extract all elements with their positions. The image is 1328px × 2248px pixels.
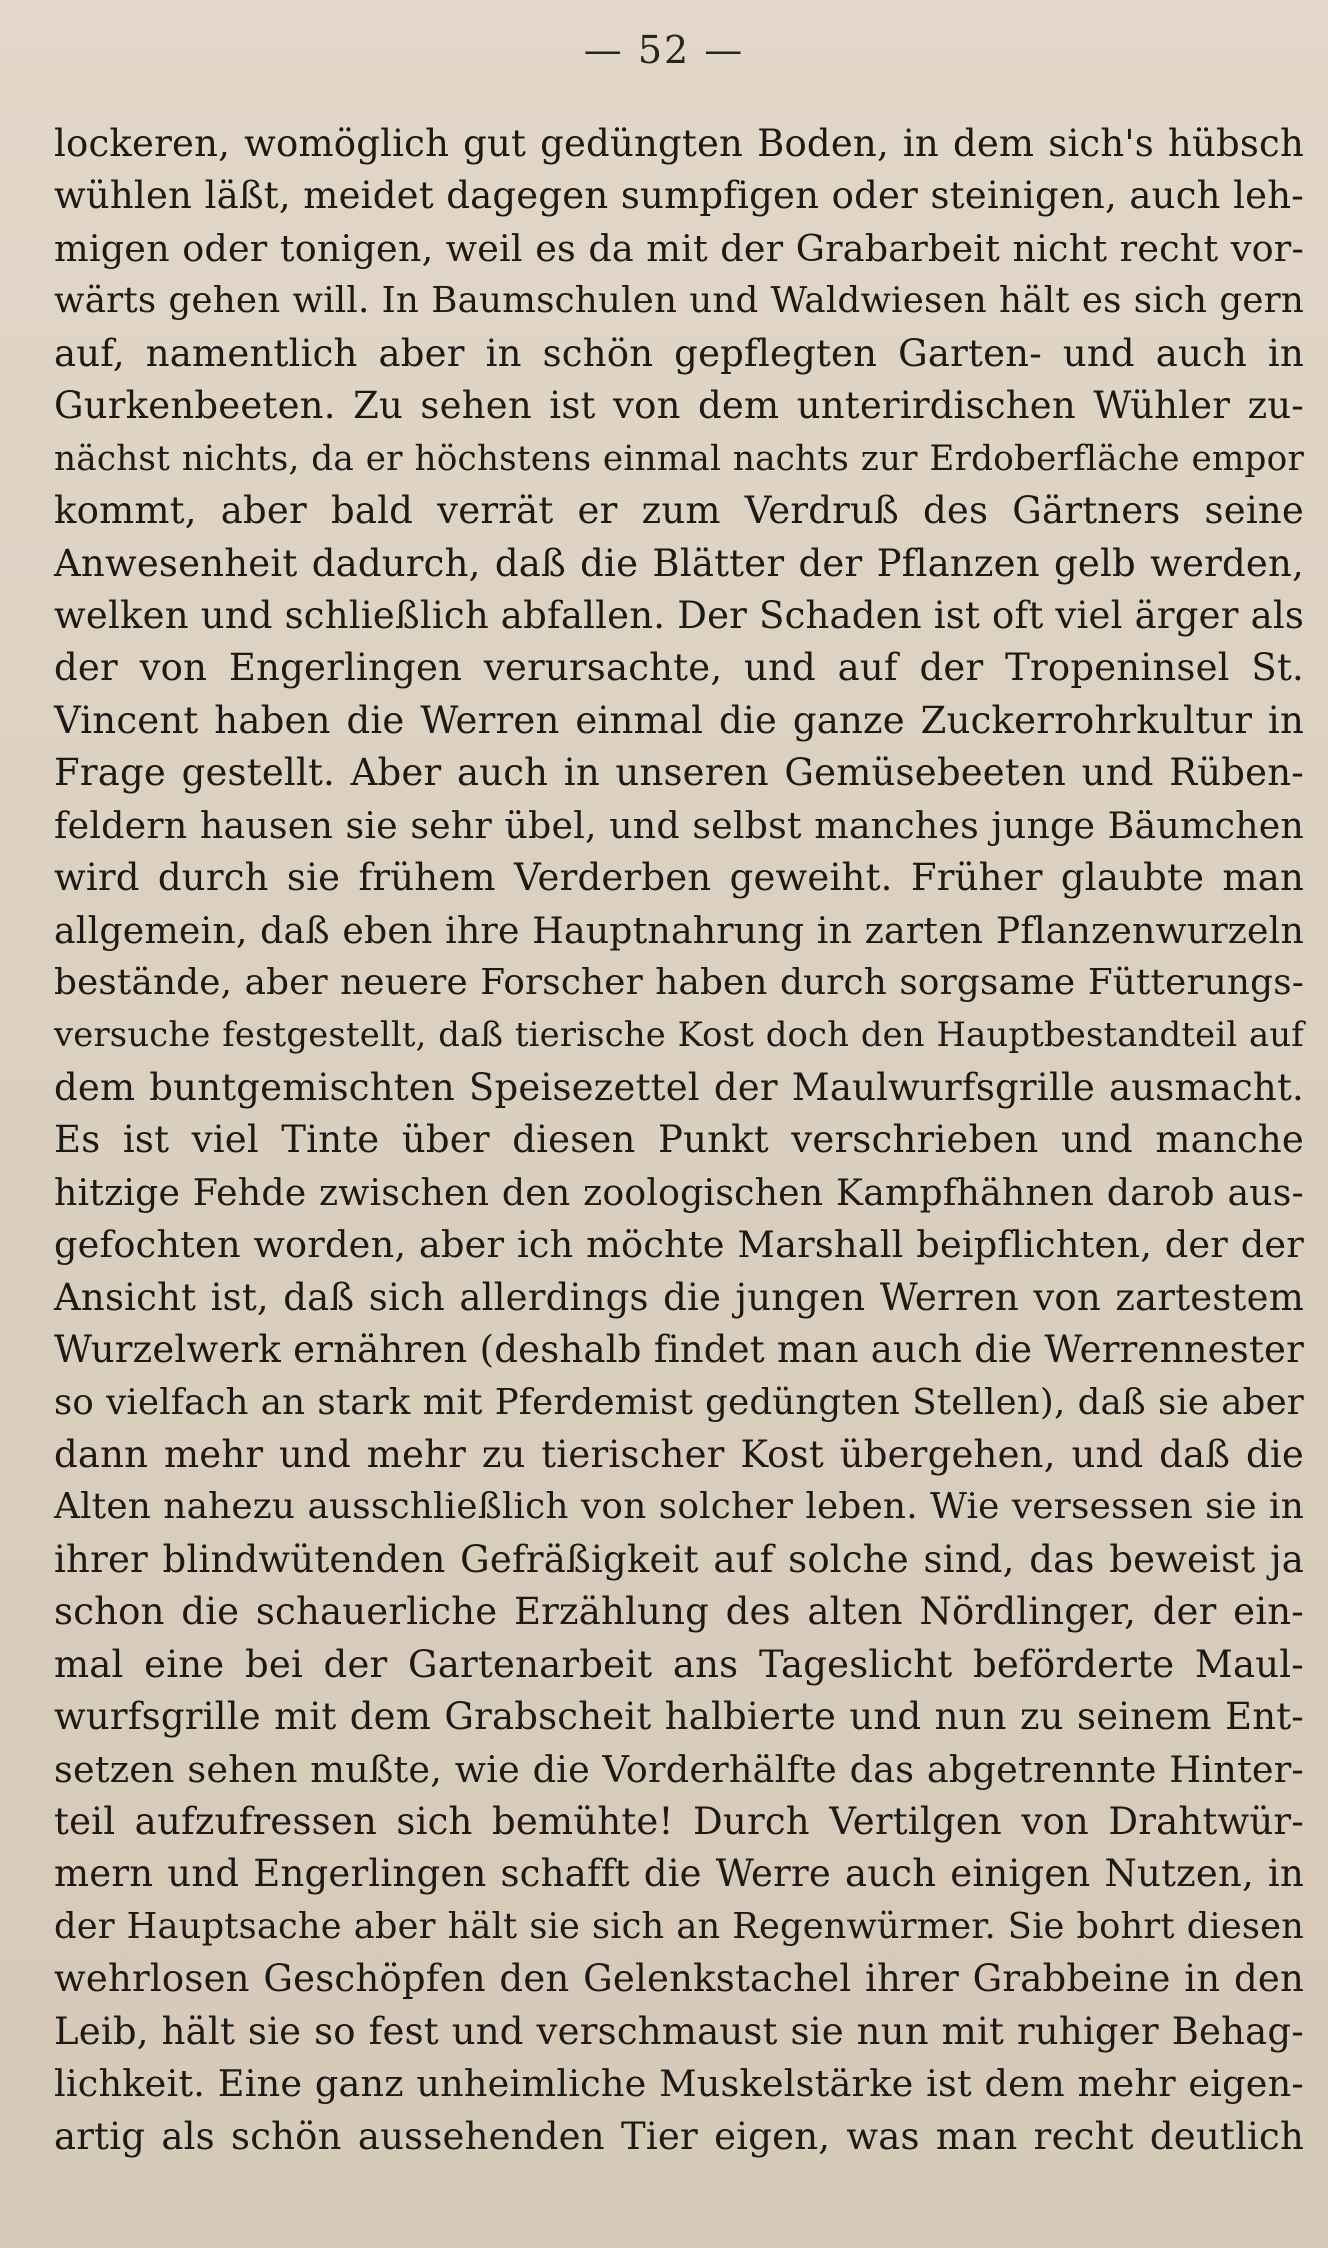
text-line: feldern hausen sie sehr übel, und selbst manches junge Bäumchen: [54, 803, 1304, 847]
text-line: artig als schön aussehenden Tier eigen, was man recht deutlich: [54, 2114, 1304, 2158]
text-line: Leib, hält sie so fest und verschmaust sie nun mit ruhiger Behag-: [54, 2009, 1304, 2053]
text-line: lockeren, womöglich gut gedüngten Boden, in dem sich's hübsch: [54, 122, 1304, 165]
text-line: migen oder tonigen, weil es da mit der Grabarbeit nicht recht vor-: [54, 226, 1304, 270]
body-text: [54, 118, 1304, 2163]
text-line: setzen sehen mußte, wie die Vorderhälfte das abgetrennte Hinter-: [54, 1747, 1304, 1791]
text-line: gefochten worden, aber ich möchte Marshall beipflichten, der der: [54, 1223, 1304, 1267]
page-number: — 52 —: [583, 28, 745, 72]
text-line: wird durch sie frühem Verderben geweiht. Früher glaubte man: [54, 856, 1304, 900]
text-line: dann mehr und mehr zu tierischer Kost übergehen, und daß die: [54, 1432, 1304, 1476]
text-line: mal eine bei der Gartenarbeit ans Tageslicht beförderte Maul-: [54, 1642, 1304, 1686]
text-line: Frage gestellt. Aber auch in unseren Gemüsebeeten und Rüben-: [54, 751, 1304, 795]
text-line: Ansicht ist, daß sich allerdings die jungen Werren von zartestem: [54, 1275, 1304, 1319]
text-line: lichkeit. Eine ganz unheimliche Muskelstärke ist dem mehr eigen-: [54, 2062, 1304, 2106]
text-line: hitzige Fehde zwischen den zoologischen Kampfhähnen darob aus-: [54, 1170, 1304, 1214]
text-line: teil aufzufressen sich bemühte! Durch Vertilgen von Drahtwür-: [54, 1800, 1304, 1843]
text-line: bestände, aber neuere Forscher haben durch sorgsame Fütterungs-: [54, 962, 1304, 1003]
text-line: der Hauptsache aber hält sie sich an Regenwürmer. Sie bohrt diesen: [54, 1905, 1304, 1947]
text-line: Anwesenheit dadurch, daß die Blätter der Pflanzen gelb werden,: [54, 541, 1304, 585]
text-line: Alten nahezu ausschließlich von solcher leben. Wie versessen sie in: [54, 1486, 1304, 1528]
text-line: der von Engerlingen verursachte, und auf der Tropeninsel St.: [54, 646, 1304, 690]
text-line: Es ist viel Tinte über diesen Punkt verschrieben und manche: [54, 1118, 1304, 1162]
text-line: allgemein, daß eben ihre Hauptnahrung in zarten Pflanzenwurzeln: [54, 908, 1304, 952]
text-line: so vielfach an stark mit Pferdemist gedüngten Stellen), daß sie aber: [54, 1381, 1304, 1423]
text-line: dem buntgemischten Speisezettel der Maulwurfsgrille ausmacht.: [54, 1065, 1304, 1109]
text-line: versuche festgestellt, daß tierische Kost doch den Hauptbestandteil auf: [54, 1015, 1304, 1055]
text-line: mern und Engerlingen schafft die Werre auch einigen Nutzen, in: [54, 1852, 1304, 1896]
text-line: auf, namentlich aber in schön gepflegten Garten- und auch in: [54, 331, 1304, 375]
text-line: kommt, aber bald verrät er zum Verdruß des Gärtners seine: [54, 489, 1304, 533]
text-line: ihrer blindwütenden Gefräßigkeit auf solche sind, das beweist ja: [54, 1537, 1304, 1581]
text-line: wurfsgrille mit dem Grabscheit halbierte und nun zu seinem Ent-: [54, 1695, 1304, 1739]
text-line: Wurzelwerk ernähren (deshalb findet man auch die Werrennester: [54, 1328, 1304, 1372]
text-line: wärts gehen will. In Baumschulen und Waldwiesen hält es sich gern: [54, 280, 1304, 322]
text-line: welken und schließlich abfallen. Der Schaden ist oft viel ärger als: [54, 593, 1305, 637]
text-line: nächst nichts, da er höchstens einmal nachts zur Erdoberfläche empor: [54, 438, 1304, 479]
text-line: schon die schauerliche Erzählung des alten Nördlinger, der ein-: [54, 1590, 1304, 1634]
text-line: wehrlosen Geschöpfen den Gelenkstachel ihrer Grabbeine in den: [54, 1957, 1304, 2001]
text-line: Vincent haben die Werren einmal die ganze Zuckerrohrkultur in: [54, 698, 1304, 742]
text-line: wühlen läßt, meidet dagegen sumpfigen oder steinigen, auch leh-: [54, 174, 1304, 218]
text-line: Gurkenbeeten. Zu sehen ist von dem unterirdischen Wühler zu-: [54, 384, 1304, 428]
